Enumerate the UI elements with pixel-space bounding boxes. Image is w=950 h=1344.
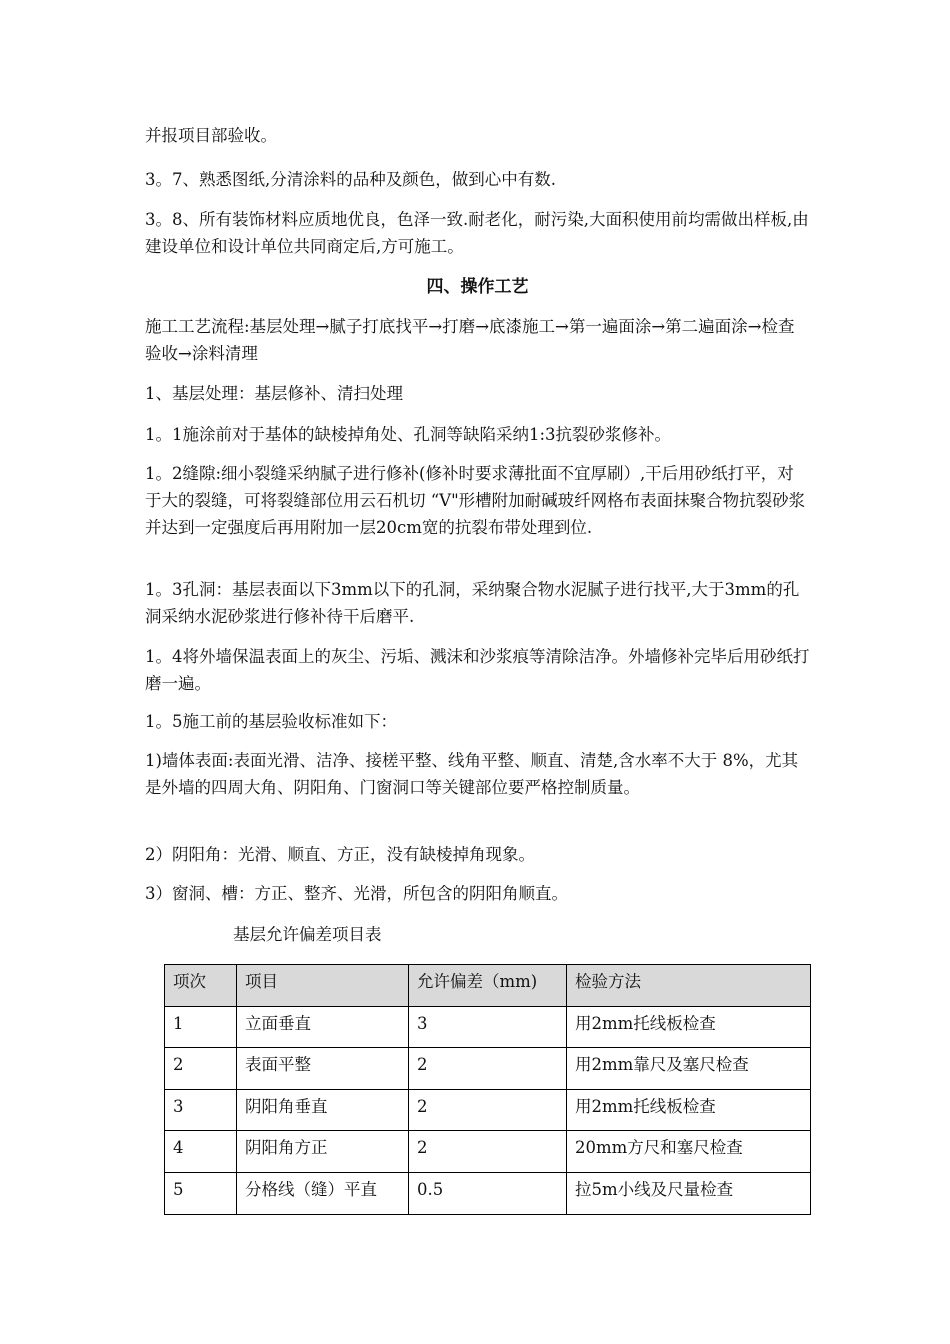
table-cell: 20mm方尺和塞尺检查 bbox=[567, 1131, 811, 1173]
table-cell: 分格线（缝）平直 bbox=[237, 1172, 409, 1214]
base-treatment-heading: 1、基层处理：基层修补、清扫处理 bbox=[145, 384, 403, 403]
paragraph-wall-surface: 1)墙体表面:表面光滑、洁净、接槎平整、线角平整、顺直、清楚,含水率不大于 8%，尤其是外墙的四周大角、阴阳角、门窗洞口等关键部位要严格控制质量。 bbox=[145, 751, 799, 797]
paragraph-window-openings: 3）窗洞、槽：方正、整齐、光滑，所包含的阴阳角顺直。 bbox=[145, 884, 568, 903]
table-cell: 5 bbox=[165, 1172, 237, 1214]
paragraph-1-1: 1。1施涂前对于基体的缺棱掉角处、孔洞等缺陷采纳1:3抗裂砂浆修补。 bbox=[145, 425, 672, 444]
table-cell: 4 bbox=[165, 1131, 237, 1173]
header-cell: 项目 bbox=[237, 965, 409, 1007]
tolerance-table bbox=[164, 964, 811, 1215]
table-cell: 表面平整 bbox=[237, 1048, 409, 1090]
table-cell: 用2mm托线板检查 bbox=[567, 1006, 811, 1048]
paragraph-3-7: 3。7、熟悉图纸,分清涂料的品种及颜色，做到心中有数. bbox=[145, 170, 556, 189]
header-cell: 项次 bbox=[165, 965, 237, 1007]
header-cell: 检验方法 bbox=[567, 965, 811, 1007]
table-header-row bbox=[165, 965, 811, 1007]
table-row bbox=[165, 1131, 811, 1173]
table-row bbox=[165, 1172, 811, 1214]
table-cell: 2 bbox=[165, 1048, 237, 1090]
paragraph-1-5: 1。5施工前的基层验收标准如下： bbox=[145, 712, 397, 731]
paragraph-continuation: 并报项目部验收。 bbox=[145, 126, 277, 145]
table-cell: 3 bbox=[409, 1006, 567, 1048]
table-cell: 2 bbox=[409, 1131, 567, 1173]
table-title: 基层允许偏差项目表 bbox=[233, 925, 382, 944]
table-row bbox=[165, 1006, 811, 1048]
table-cell: 立面垂直 bbox=[237, 1006, 409, 1048]
table-cell: 阴阳角垂直 bbox=[237, 1089, 409, 1131]
paragraph-1-4: 1。4将外墙保温表面上的灰尘、污垢、溅沫和沙浆痕等清除洁净。外墙修补完毕后用砂纸打磨一遍。 bbox=[145, 647, 810, 693]
paragraph-corners: 2）阴阳角：光滑、顺直、方正，没有缺棱掉角现象。 bbox=[145, 845, 535, 864]
table-cell: 用2mm托线板检查 bbox=[567, 1089, 811, 1131]
table-row bbox=[165, 1089, 811, 1131]
table-cell: 3 bbox=[165, 1089, 237, 1131]
table-cell: 0.5 bbox=[409, 1172, 567, 1214]
paragraph-1-3: 1。3孔洞：基层表面以下3mm以下的孔洞，采纳聚合物水泥腻子进行找平,大于3mm的孔洞采纳水泥砂浆进行修补待干后磨平. bbox=[145, 580, 800, 626]
section-heading: 四、操作工艺 bbox=[426, 277, 529, 297]
process-flow-paragraph: 施工工艺流程:基层处理→腻子打底找平→打磨→底漆施工→第一遍面涂→第二遍面涂→检查验收→涂料清理 bbox=[145, 317, 795, 363]
table-cell: 2 bbox=[409, 1048, 567, 1090]
table-cell: 1 bbox=[165, 1006, 237, 1048]
header-cell: 允许偏差（mm) bbox=[409, 965, 567, 1007]
table-row bbox=[165, 1048, 811, 1090]
table-cell: 拉5m小线及尺量检查 bbox=[567, 1172, 811, 1214]
table-cell: 2 bbox=[409, 1089, 567, 1131]
paragraph-1-2: 1。2缝隙:细小裂缝采纳腻子进行修补(修补时要求薄批面不宜厚刷）,干后用砂纸打平，对于大的裂缝，可将裂缝部位用云石机切 “V"形槽附加耐碱玻纤网格布表面抹聚合物抗裂砂浆并达到一定强度后再用附加一层20cm宽的抗裂布带处理到位. bbox=[145, 464, 806, 537]
table-cell: 用2mm靠尺及塞尺检查 bbox=[567, 1048, 811, 1090]
paragraph-3-8: 3。8、所有装饰材料应质地优良，色泽一致.耐老化，耐污染,大面积使用前均需做出样板,由建设单位和设计单位共同商定后,方可施工。 bbox=[145, 210, 809, 256]
table-cell: 阴阳角方正 bbox=[237, 1131, 409, 1173]
